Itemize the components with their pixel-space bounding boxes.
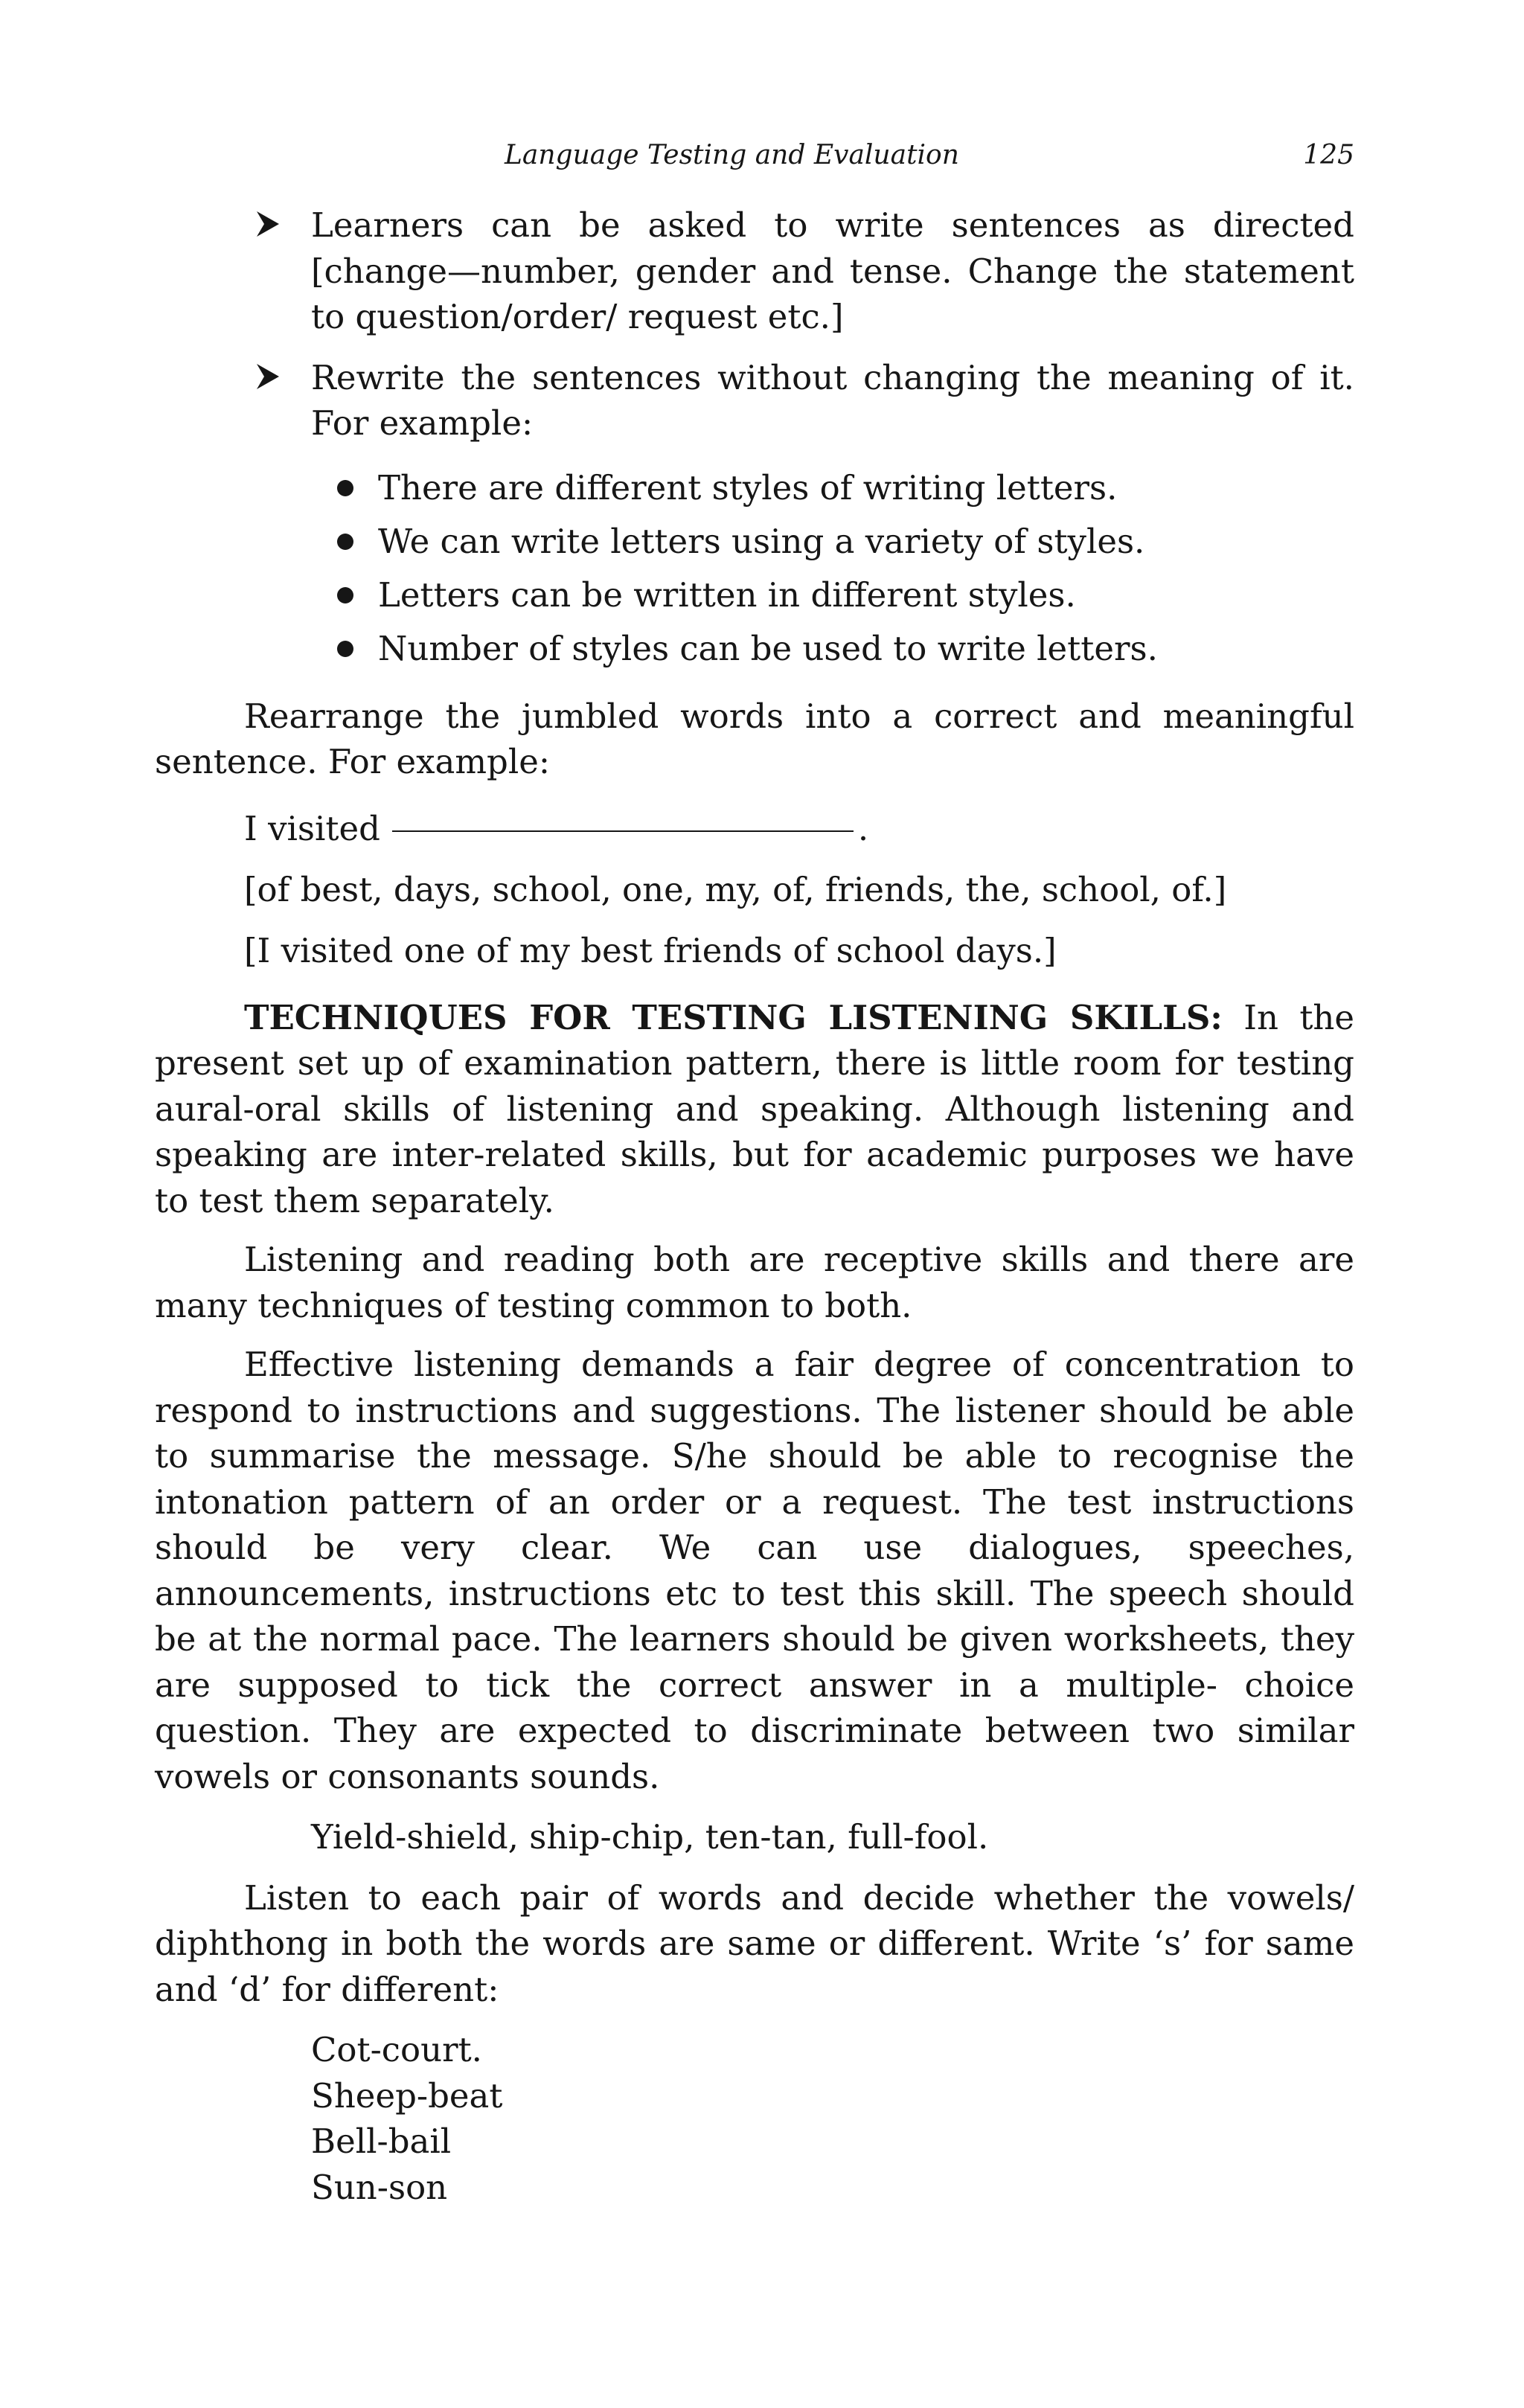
bullet-dot-icon (337, 534, 353, 550)
bullet-dot-icon (337, 587, 353, 603)
prompt-end: . (857, 808, 869, 848)
list-item (155, 461, 1354, 515)
list-item-text: There are different styles of writing letters. (378, 467, 1118, 507)
rearrange-instruction: Rearrange the jumbled words into a correct and meaningful sentence. For example: (155, 696, 1354, 781)
page-body (155, 202, 1354, 2210)
section-heading: TECHNIQUES FOR TESTING LISTENING SKILLS: (244, 997, 1223, 1037)
bullet-dot-icon (337, 641, 353, 657)
arrowhead-bullet-icon (255, 210, 281, 238)
arrow-item-text: Learners can be asked to write sentences as directed [change—number, gender and tense. Change the statement to question/order/ request etc.] (311, 205, 1354, 336)
rearranged-answer: [I visited one of my best friends of school days.] (244, 930, 1057, 970)
running-title: Language Testing and Evaluation (505, 140, 959, 170)
answer-blank (392, 830, 854, 832)
word-pair-list (155, 2027, 1354, 2210)
paragraph: Listen to each pair of words and decide whether the vowels/ diphthong in both the words are same or different. Write ‘s’ for same and ‘d’ for different: (155, 1877, 1354, 2009)
running-header (155, 140, 1354, 177)
prompt-text: I visited (244, 808, 380, 848)
list-item: Sheep-beat (311, 2075, 503, 2116)
list-item (155, 569, 1354, 622)
paragraph-text: In the present set up of examination pattern, there is little room for testing aural-oral skills of listening and speaking. Although listening and speaking are inter-related skills, but for academic purposes we have to test them separately. (155, 997, 1355, 1220)
list-item-text: Number of styles can be used to write letters. (378, 628, 1158, 668)
list-item: Sun-son (311, 2167, 448, 2207)
jumbled-words: [of best, days, school, one, my, of, friends, the, school, of.] (244, 869, 1227, 909)
list-item: Bell-bail (311, 2122, 452, 2161)
arrow-item-text: Rewrite the sentences without changing the meaning of it. For example: (311, 357, 1354, 443)
list-item-text: We can write letters using a variety of styles. (378, 521, 1145, 561)
example-sentence-list (155, 461, 1354, 676)
list-item-text: Letters can be written in different styles. (378, 574, 1076, 615)
list-item (155, 515, 1354, 569)
list-item: Cot-court. (311, 2030, 482, 2069)
arrow-item (155, 355, 1354, 446)
word-pair-examples: Yield-shield, ship-chip, ten-tan, full-fool. (311, 1817, 989, 1857)
list-item (155, 622, 1354, 676)
fill-in-prompt (155, 798, 1354, 859)
listening-intro-paragraph (155, 995, 1354, 1224)
paragraph: Effective listening demands a fair degree of concentration to respond to instructions and suggestions. The listener should be able to summarise the message. S/he should be able to recognise the intonation pattern of an order or a request. The test instructions should be very clear. We can use dialogues, speeches, announcements, instructions etc to test this skill. The speech should be at the normal pace. The learners should be given worksheets, they are supposed to tick the correct answer in a multiple- choice question. They are expected to discriminate between two similar vowels or consonants sounds. (155, 1345, 1354, 1796)
arrow-item (155, 202, 1354, 340)
arrowhead-bullet-icon (255, 362, 281, 391)
paragraph: Listening and reading both are receptive skills and there are many techniques of testing common to both. (155, 1240, 1354, 1325)
page-number: 125 (1303, 140, 1354, 170)
book-page (155, 0, 1354, 2408)
bullet-dot-icon (337, 480, 353, 496)
